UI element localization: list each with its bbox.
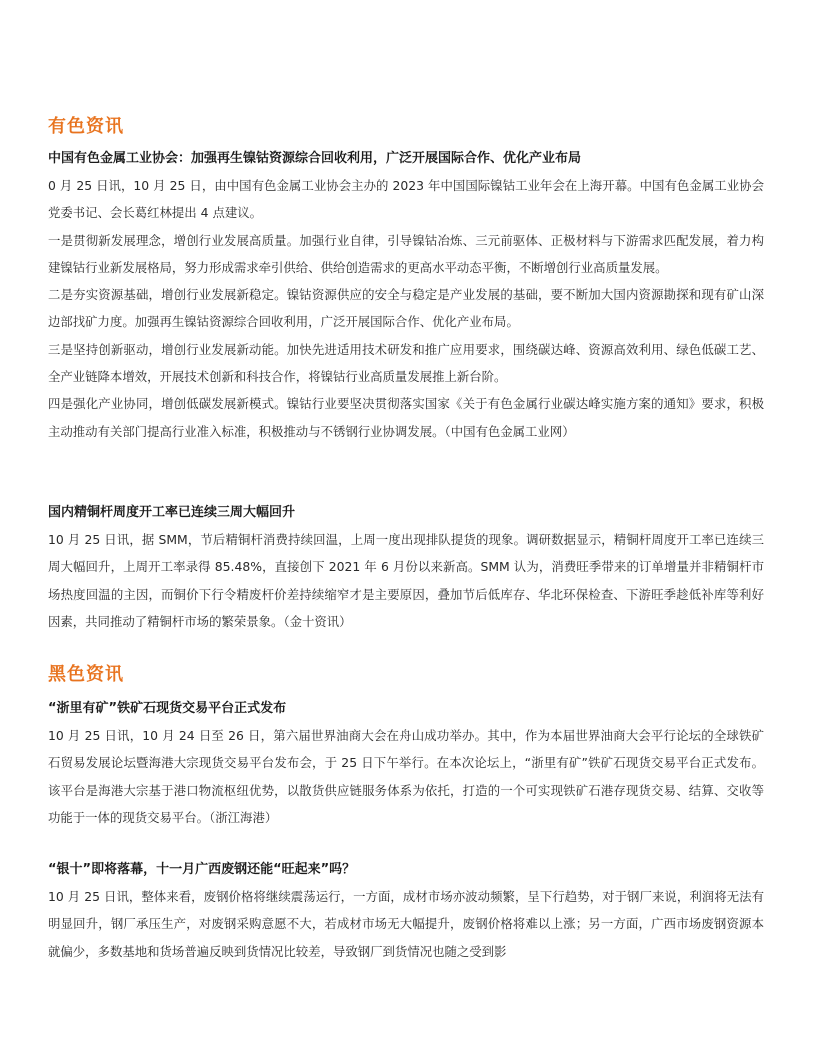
- article-nickel-cobalt: [48, 148, 764, 445]
- article-guangxi-scrap-steel: [48, 859, 764, 965]
- article-iron-ore-platform: [48, 698, 764, 831]
- article-title: 中国有色金属工业协会：加强再生镍钴资源综合回收利用，广泛开展国际合作、优化产业布局: [48, 151, 582, 166]
- article-title: 国内精铜杆周度开工率已连续三周大幅回升: [48, 505, 296, 520]
- section-heading-nonferrous: 有色资讯: [48, 116, 124, 137]
- article-copper-rod: [48, 502, 764, 635]
- article-paragraph: 三是坚持创新驱动，增创行业发展新动能。加快先进适用技术研发和推广应用要求，围绕碳达峰、资源高效利用、绿色低碳工艺、全产业链降本增效，开展技术创新和科技合作，将镍钴行业高质量发展推上新台阶。: [48, 341, 764, 385]
- article-paragraph: 一是贯彻新发展理念，增创行业发展高质量。加强行业自律，引导镍钴冶炼、三元前驱体、正极材料与下游需求匹配发展，着力构建镍钴行业新发展格局，努力形成需求牵引供给、供给创造需求的更高水平动态平衡，不断增创行业高质量发展。: [48, 232, 764, 275]
- article-paragraph: 二是夯实资源基础，增创行业发展新稳定。镍钴资源供应的安全与稳定是产业发展的基础，要不断加大国内资源勘探和现有矿山深边部找矿力度。加强再生镍钴资源综合回收利用，广泛开展国际合作、优化产业布局。: [48, 287, 764, 330]
- article-title: “浙里有矿”铁矿石现货交易平台正式发布: [48, 701, 287, 716]
- article-title: “银十”即将落幕，十一月广西废钢还能“旺起来”吗？: [48, 862, 356, 877]
- article-paragraph: 10 月 25 日讯，据 SMM，节后精铜杆消费持续回温，上周一度出现排队提货的现象。调研数据显示，精铜杆周度开工率已连续三周大幅回升，上周开工率录得 85.48%，直接创下 2021 年 6 月份以来新高。SMM 认为，消费旺季带来的订单增量并非精铜杆市场热度回温的主因，而铜价下行令精废杆价差持续缩窄才是主要原因，叠加节后低库存、华北环保检查、下游旺季趁低补库等利好因素，共同推动了精铜杆市场的繁荣景象。（金十资讯）: [48, 532, 764, 629]
- article-paragraph: 0 月 25 日讯，10 月 25 日，由中国有色金属工业协会主办的 2023 年中国国际镍钴工业年会在上海开幕。中国有色金属工业协会党委书记、会长葛红林提出 4 点建议。: [48, 178, 764, 221]
- article-paragraph: 四是强化产业协同，增创低碳发展新模式。镍钴行业要坚决贯彻落实国家《关于有色金属行业碳达峰实施方案的通知》要求，积极主动推动有关部门提高行业准入标准，积极推动与不锈钢行业协调发展。（中国有色金属工业网）: [48, 396, 764, 439]
- section-heading-ferrous: 黑色资讯: [48, 664, 124, 685]
- article-paragraph: 10 月 25 日讯，10 月 24 日至 26 日，第六届世界油商大会在舟山成功举办。其中，作为本届世界油商大会平行论坛的全球铁矿石贸易发展论坛暨海港大宗现货交易平台发布会，于 25 日下午举行。在本次论坛上，“浙里有矿”铁矿石现货交易平台正式发布。该平台是海港大宗基于港口物流枢纽优势，以散货供应链服务体系为依托，打造的一个可实现铁矿石港存现货交易、结算、交收等功能于一体的现货交易平台。（浙江海港）: [48, 728, 764, 825]
- article-paragraph: 10 月 25 日讯，整体来看，废钢价格将继续震荡运行，一方面，成材市场亦波动频繁，呈下行趋势，对于钢厂来说，利润将无法有明显回升，钢厂承压生产，对废钢采购意愿不大，若成材市场无大幅提升，废钢价格将难以上涨；另一方面，广西市场废钢资源本就偏少，多数基地和货场普遍反映到货情况比较差，导致钢厂到货情况也随之受到影: [48, 889, 764, 959]
